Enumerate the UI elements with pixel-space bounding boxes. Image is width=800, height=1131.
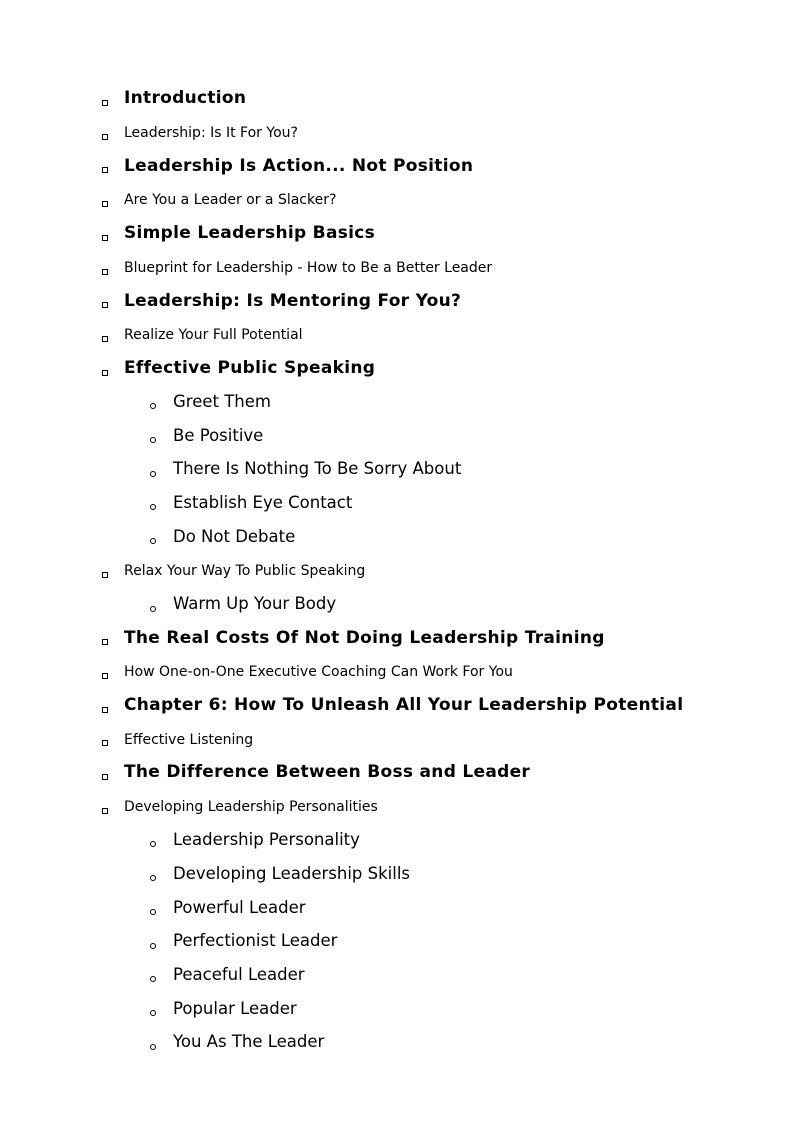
toc-item-label: You As The Leader bbox=[173, 1032, 325, 1052]
toc-subitem bbox=[0, 830, 800, 854]
toc-subitem bbox=[0, 932, 800, 956]
circle-bullet-icon bbox=[150, 841, 156, 847]
toc-item-label: Leadership Is Action... Not Position bbox=[124, 155, 474, 176]
toc-subitem bbox=[0, 527, 800, 551]
toc-item bbox=[0, 696, 800, 720]
toc-item bbox=[0, 359, 800, 383]
toc-item bbox=[0, 291, 800, 315]
circle-bullet-icon bbox=[150, 437, 156, 443]
toc-item-label: Effective Listening bbox=[124, 731, 254, 748]
square-bullet-icon bbox=[102, 808, 108, 814]
toc-item-label: The Real Costs Of Not Doing Leadership Training bbox=[124, 627, 605, 648]
square-bullet-icon bbox=[102, 269, 108, 275]
circle-bullet-icon bbox=[150, 471, 156, 477]
square-bullet-icon bbox=[102, 167, 108, 173]
toc-item-label: Are You a Leader or a Slacker? bbox=[124, 192, 337, 209]
toc-item-label: Popular Leader bbox=[173, 998, 297, 1018]
toc-item-label: Chapter 6: How To Unleash All Your Leadership Potential bbox=[124, 695, 684, 716]
toc-item-label: Developing Leadership Personalities bbox=[124, 799, 378, 815]
toc-subitem bbox=[0, 999, 800, 1023]
toc-subitem bbox=[0, 392, 800, 416]
toc-subitem bbox=[0, 1033, 800, 1057]
toc-subitem bbox=[0, 595, 800, 619]
toc-item bbox=[0, 561, 800, 585]
circle-bullet-icon bbox=[150, 403, 156, 409]
toc-item bbox=[0, 123, 800, 147]
toc-subitem bbox=[0, 898, 800, 922]
toc-item-label: Peaceful Leader bbox=[173, 964, 305, 984]
toc-item-label: Realize Your Full Potential bbox=[124, 327, 303, 344]
circle-bullet-icon bbox=[150, 875, 156, 881]
square-bullet-icon bbox=[102, 370, 108, 376]
toc-item bbox=[0, 797, 800, 821]
toc-item-label: Leadership Personality bbox=[173, 830, 360, 850]
toc-item-label: Relax Your Way To Public Speaking bbox=[124, 563, 366, 580]
toc-subitem bbox=[0, 460, 800, 484]
toc-item-label: Blueprint for Leadership - How to Be a Better Leader bbox=[124, 259, 493, 276]
circle-bullet-icon bbox=[150, 943, 156, 949]
toc-subitem bbox=[0, 965, 800, 989]
toc-item bbox=[0, 763, 800, 787]
square-bullet-icon bbox=[102, 740, 108, 746]
circle-bullet-icon bbox=[150, 909, 156, 915]
circle-bullet-icon bbox=[150, 504, 156, 510]
toc-item-label: How One-on-One Executive Coaching Can Work For You bbox=[124, 664, 513, 681]
square-bullet-icon bbox=[102, 235, 108, 241]
square-bullet-icon bbox=[102, 134, 108, 140]
toc-item-label: Introduction bbox=[124, 88, 247, 109]
square-bullet-icon bbox=[102, 673, 108, 679]
toc-item bbox=[0, 224, 800, 248]
toc-item-label: The Difference Between Boss and Leader bbox=[124, 762, 531, 783]
toc-item-label: Establish Eye Contact bbox=[173, 493, 353, 513]
square-bullet-icon bbox=[102, 100, 108, 106]
toc-subitem bbox=[0, 493, 800, 517]
square-bullet-icon bbox=[102, 201, 108, 207]
square-bullet-icon bbox=[102, 707, 108, 713]
toc-item-label: Be Positive bbox=[173, 425, 264, 445]
circle-bullet-icon bbox=[150, 538, 156, 544]
toc-item-label: Simple Leadership Basics bbox=[124, 223, 376, 244]
toc-item bbox=[0, 662, 800, 686]
circle-bullet-icon bbox=[150, 606, 156, 612]
toc-item bbox=[0, 628, 800, 652]
toc-item-label: Perfectionist Leader bbox=[173, 931, 338, 951]
square-bullet-icon bbox=[102, 302, 108, 308]
toc-item-label: Powerful Leader bbox=[173, 897, 306, 917]
toc-item-label: Greet Them bbox=[173, 392, 271, 412]
toc-item-label: Do Not Debate bbox=[173, 526, 296, 546]
toc-item-label: Leadership: Is It For You? bbox=[124, 125, 298, 141]
toc-item bbox=[0, 89, 800, 113]
toc-subitem bbox=[0, 864, 800, 888]
toc-item-label: There Is Nothing To Be Sorry About bbox=[173, 459, 462, 479]
toc-item bbox=[0, 325, 800, 349]
toc-item bbox=[0, 156, 800, 180]
circle-bullet-icon bbox=[150, 976, 156, 982]
toc-item bbox=[0, 258, 800, 282]
toc-item-label: Developing Leadership Skills bbox=[173, 863, 410, 883]
square-bullet-icon bbox=[102, 639, 108, 645]
circle-bullet-icon bbox=[150, 1044, 156, 1050]
toc-item-label: Leadership: Is Mentoring For You? bbox=[124, 290, 462, 311]
toc-subitem bbox=[0, 426, 800, 450]
toc-item bbox=[0, 729, 800, 753]
square-bullet-icon bbox=[102, 774, 108, 780]
toc-item-label: Effective Public Speaking bbox=[124, 358, 376, 379]
toc-item-label: Warm Up Your Body bbox=[173, 594, 337, 614]
square-bullet-icon bbox=[102, 572, 108, 578]
circle-bullet-icon bbox=[150, 1010, 156, 1016]
square-bullet-icon bbox=[102, 336, 108, 342]
toc-item bbox=[0, 190, 800, 214]
